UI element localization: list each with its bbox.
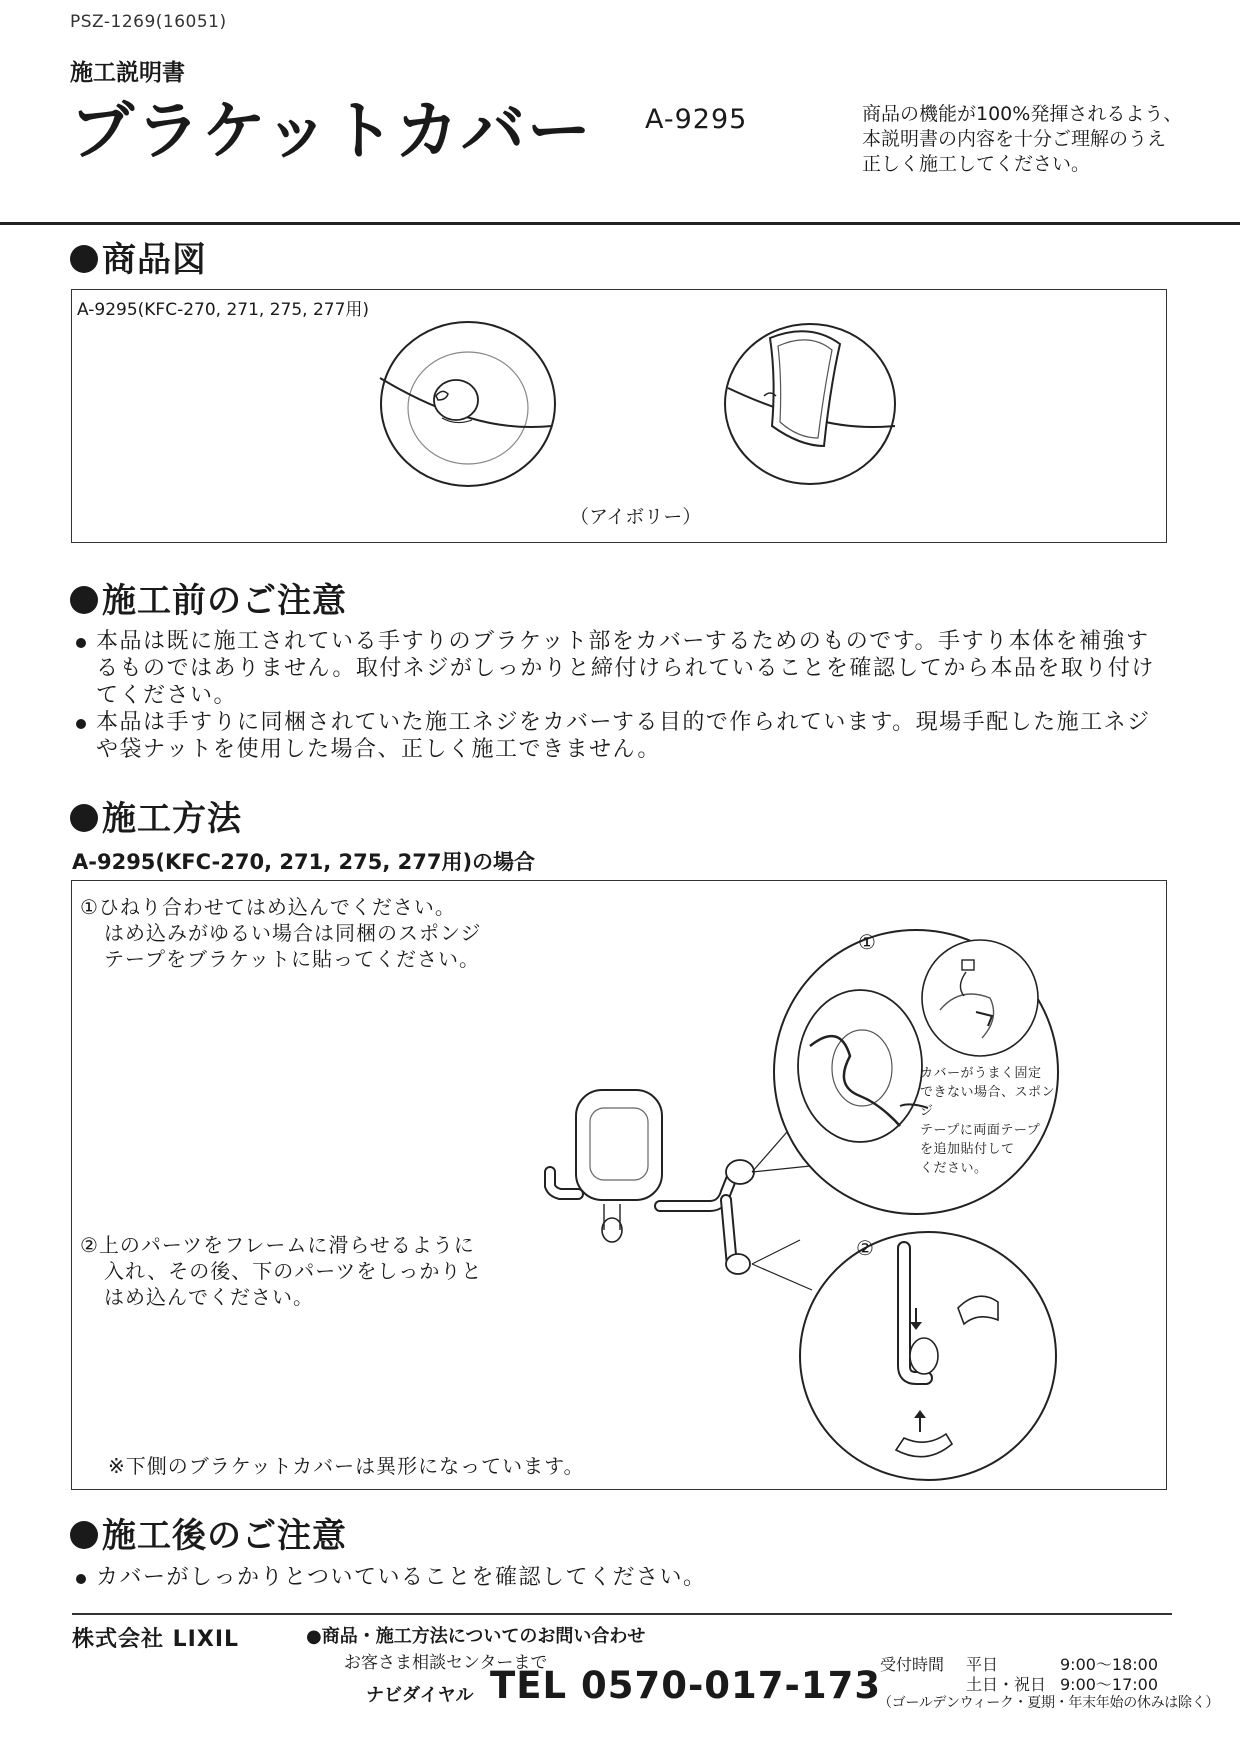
section-heading-product: 商品図 — [70, 243, 207, 277]
method-subheading: A-9295(KFC-270, 271, 275, 277用)の場合 — [72, 850, 536, 874]
sponge-note: カバーがうまく固定 できない場合、スポンジ テープに両面テープ を追加貼付して ください。 — [920, 1066, 1056, 1176]
page-title: ブラケットカバー — [70, 95, 593, 169]
hours-time: 9:00～18:00 — [1060, 1655, 1159, 1674]
intro-line: 本説明書の内容を十分ご理解のうえ — [862, 128, 1167, 150]
hours-day: 平日 — [966, 1655, 999, 1674]
callout-1: ① — [858, 930, 876, 954]
section-heading-method: 施工方法 — [70, 802, 242, 836]
navi-dial-label: ナビダイヤル — [366, 1685, 474, 1706]
hours-note: （ゴールデンウィーク・夏期・年末年始の休みは除く） — [878, 1695, 1220, 1711]
product-model-label: A-9295(KFC-270, 271, 275, 277用) — [77, 300, 370, 320]
intro-line: 正しく施工してください。 — [862, 153, 1091, 175]
hours-day: 土日・祝日 — [966, 1675, 1047, 1694]
after-list — [72, 1564, 1192, 1591]
document-type: 施工説明書 — [70, 60, 185, 86]
hours-label: 受付時間 — [880, 1655, 945, 1674]
method-note: ※下側のブラケットカバーは異形になっています。 — [108, 1454, 585, 1478]
detail-circle-2 — [796, 1228, 1058, 1482]
list-item: カバーがしっかりとついていることを確認してください。 — [72, 1564, 1192, 1591]
product-color-label: （アイボリー） — [570, 506, 702, 528]
section-heading-precautions: 施工前のご注意 — [70, 584, 347, 618]
contact-heading: ●商品・施工方法についてのお問い合わせ — [306, 1626, 646, 1647]
contact-center: お客さま相談センターまで — [344, 1653, 548, 1673]
callout-2: ② — [856, 1236, 874, 1260]
intro-line: 商品の機能が100%発揮されるよう、 — [862, 103, 1183, 125]
list-item: 本品は手すりに同梱されていた施工ネジをカバーする目的で作られています。現場手配した施工ネジ や袋ナットを使用した場合、正しく施工できません。 — [72, 709, 1192, 763]
footer-divider — [72, 1613, 1172, 1615]
step-1-text: ①ひねり合わせてはめ込んでください。 はめ込みがゆるい場合は同梱のスポンジ テープをブラケットに貼ってください。 — [80, 895, 482, 971]
document-code: PSZ-1269(16051) — [70, 12, 227, 32]
company-name: 株式会社 LIXIL — [72, 1627, 240, 1652]
section-heading-after: 施工後のご注意 — [70, 1519, 347, 1553]
model-number: A-9295 — [645, 104, 748, 135]
hours-time: 9:00～17:00 — [1060, 1675, 1159, 1694]
list-item: 本品は既に施工されている手すりのブラケット部をカバーするためのものです。手すり本体を補強す るものではありません。取付ネジがしっかりと締付けられていることを確認してから本品を取り付け てください。 — [72, 628, 1192, 709]
bullet-dot-icon — [70, 1521, 98, 1549]
bullet-dot-icon — [76, 1574, 86, 1584]
phone-number[interactable]: TEL 0570-017-173 — [490, 1664, 882, 1707]
step-2-text: ②上のパーツをフレームに滑らせるように 入れ、その後、下のパーツをしっかりと はめ込んでください。 — [80, 1233, 483, 1309]
